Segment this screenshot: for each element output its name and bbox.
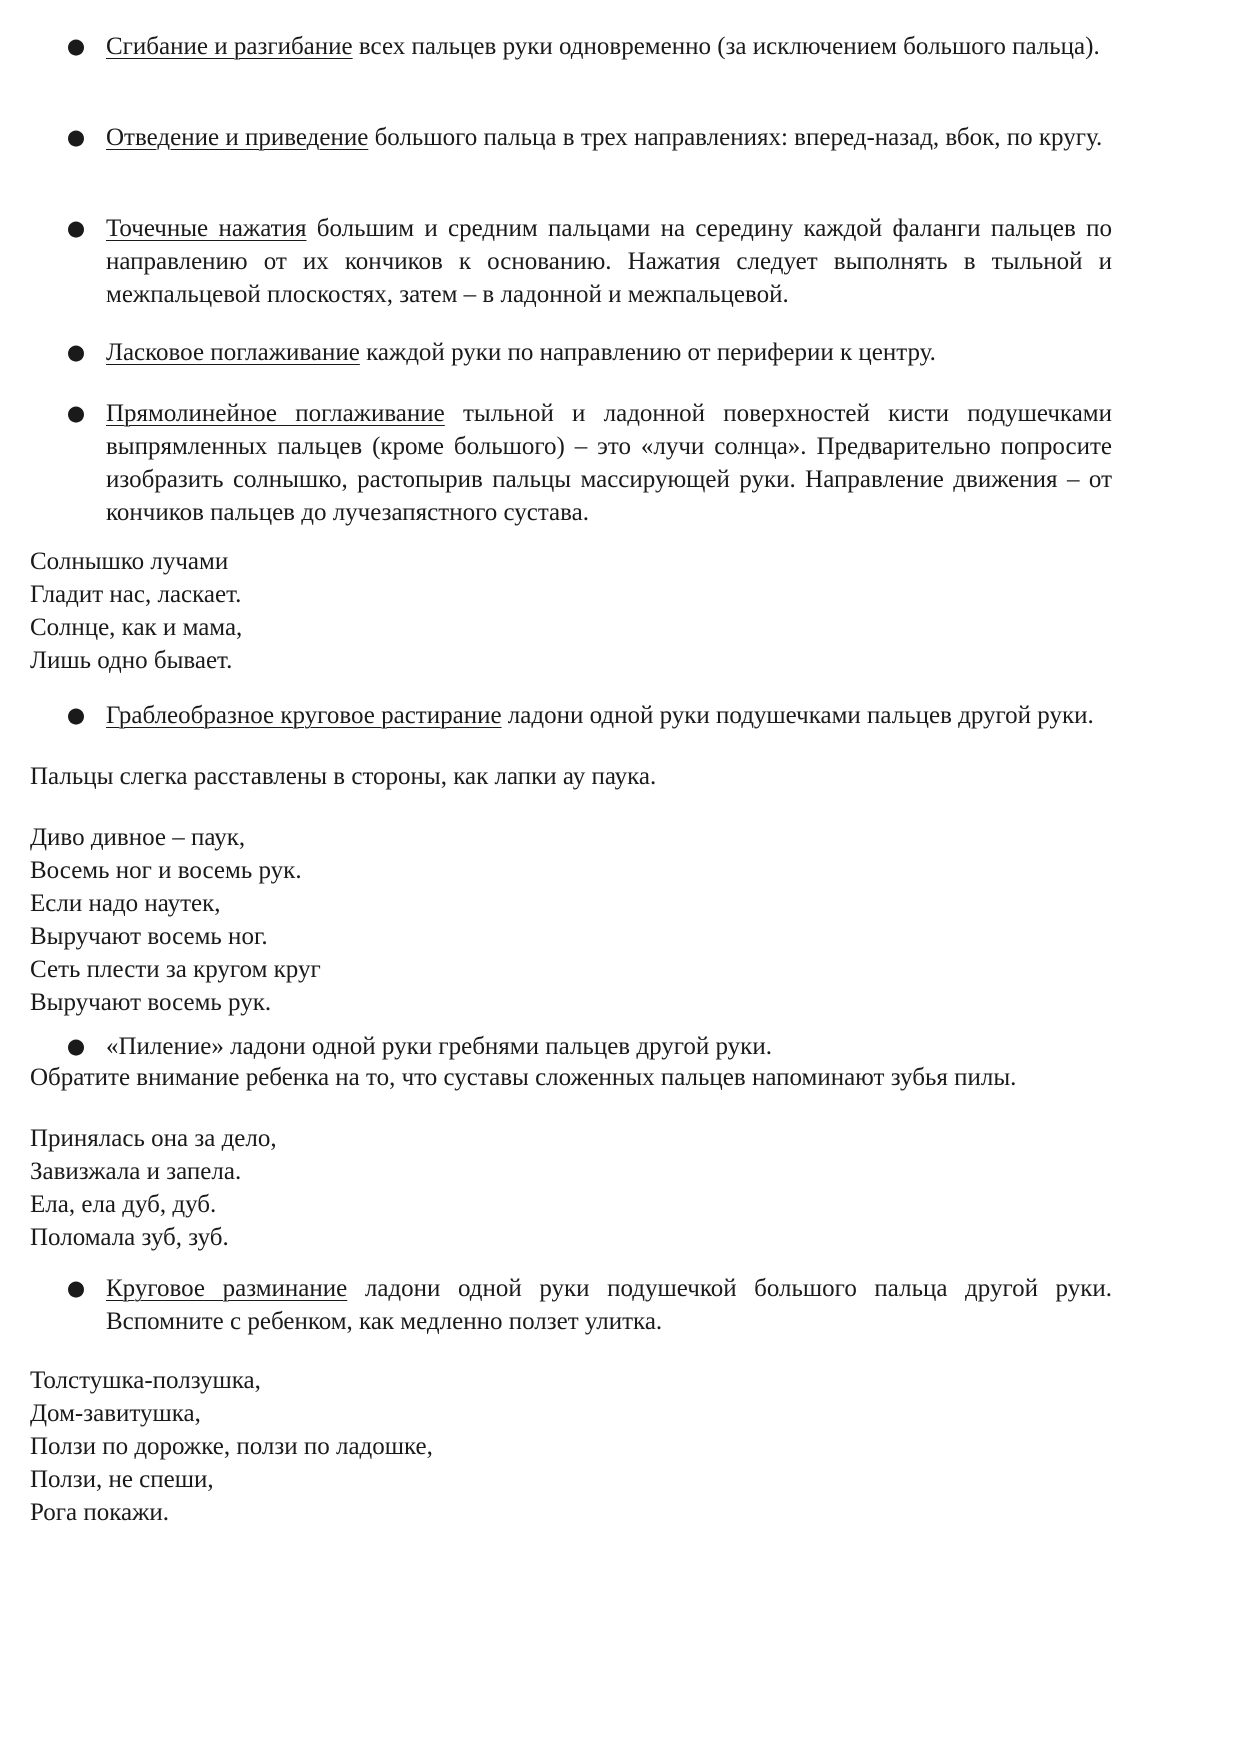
item-text: тыльной и ладонной поверхностей кисти подушечками выпрямленных пальцев (кроме большого) – это «лучи солнца». Предварительно попросите изобразить солнышко, растопырив пальцы массирующей руки. Направление движения – от кончиков пальцев до лучезапястного сустава. [106, 400, 1112, 526]
poem-line: Дом-завитушка, [30, 1400, 201, 1427]
list-item-point-pressing [30, 212, 1112, 311]
term-straight-stroking: Прямолинейное поглаживание [106, 400, 445, 427]
term-rake-rubbing: Граблеобразное круговое растирание [106, 702, 502, 729]
bullet-icon: ● [66, 125, 86, 149]
poem-sun [30, 545, 242, 677]
term-gentle-stroking: Ласковое поглаживание [106, 339, 360, 366]
poem-line: Сеть плести за кругом круг [30, 956, 321, 983]
note-spider: Пальцы слегка расставлены в стороны, как лапки ау паука. [30, 763, 657, 790]
poem-line: Солнышко лучами [30, 548, 229, 575]
list-item-circular-kneading [30, 1272, 1112, 1338]
poem-line: Ела, ела дуб, дуб. [30, 1191, 217, 1218]
poem-line: Ползи по дорожке, ползи по ладошке, [30, 1433, 433, 1460]
item-text: «Пиление» ладони одной руки гребнями пальцев другой руки. [106, 1033, 772, 1060]
list-item-abduction [30, 121, 1112, 154]
item-text: большого пальца в трех направлениях: вперед-назад, вбок, по кругу. [368, 124, 1103, 151]
list-item-gentle-stroking [30, 336, 1112, 369]
poem-line: Выручают восемь ног. [30, 923, 268, 950]
term-flexion: Сгибание и разгибание [106, 33, 353, 60]
poem-line: Солнце, как и мама, [30, 614, 243, 641]
bullet-icon: ● [66, 703, 86, 727]
bullet-icon: ● [66, 1276, 86, 1300]
poem-line: Толстушка-ползушка, [30, 1367, 261, 1394]
bullet-icon: ● [66, 340, 86, 364]
poem-line: Принялась она за дело, [30, 1125, 277, 1152]
bullet-icon: ● [66, 1034, 86, 1058]
poem-line: Если надо наутек, [30, 890, 221, 917]
term-circular-kneading: Круговое разминание [106, 1275, 348, 1302]
poem-saw [30, 1122, 277, 1254]
item-text: всех пальцев руки одновременно (за исключением большого пальца). [352, 33, 1100, 60]
bullet-icon: ● [66, 401, 86, 425]
note-saw: Обратите внимание ребенка на то, что суставы сложенных пальцев напоминают зубья пилы. [30, 1064, 1017, 1091]
list-item-straight-stroking [30, 397, 1112, 529]
item-text: каждой руки по направлению от периферии к центру. [359, 339, 936, 366]
item-text: ладони одной руки подушечками пальцев другой руки. [501, 702, 1094, 729]
poem-line: Завизжала и запела. [30, 1158, 242, 1185]
poem-line: Гладит нас, ласкает. [30, 581, 242, 608]
poem-line: Рога покажи. [30, 1499, 170, 1526]
list-item-flexion [30, 30, 1112, 63]
poem-line: Восемь ног и восемь рук. [30, 857, 302, 884]
term-point-pressing: Точечные нажатия [106, 215, 307, 242]
poem-line: Диво дивное – паук, [30, 824, 246, 851]
poem-spider [30, 821, 321, 1019]
bullet-icon: ● [66, 34, 86, 58]
poem-line: Поломала зуб, зуб. [30, 1224, 229, 1251]
poem-line: Выручают восемь рук. [30, 989, 272, 1016]
bullet-icon: ● [66, 216, 86, 240]
item-text: ладони одной руки подушечкой большого пальца другой руки. Вспомните с ребенком, как медленно ползет улитка. [106, 1275, 1112, 1335]
term-abduction: Отведение и приведение [106, 124, 369, 151]
list-item-rake-rubbing [30, 699, 1112, 732]
poem-line: Ползи, не спеши, [30, 1466, 214, 1493]
item-text: большим и средним пальцами на середину каждой фаланги пальцев по направлению от их кончиков к основанию. Нажатия следует выполнять в тыльной и межпальцевой плоскостях, затем – в ладонной и межпальцевой. [106, 215, 1112, 308]
list-item-sawing [30, 1030, 1112, 1063]
poem-line: Лишь одно бывает. [30, 647, 233, 674]
poem-snail [30, 1364, 433, 1529]
